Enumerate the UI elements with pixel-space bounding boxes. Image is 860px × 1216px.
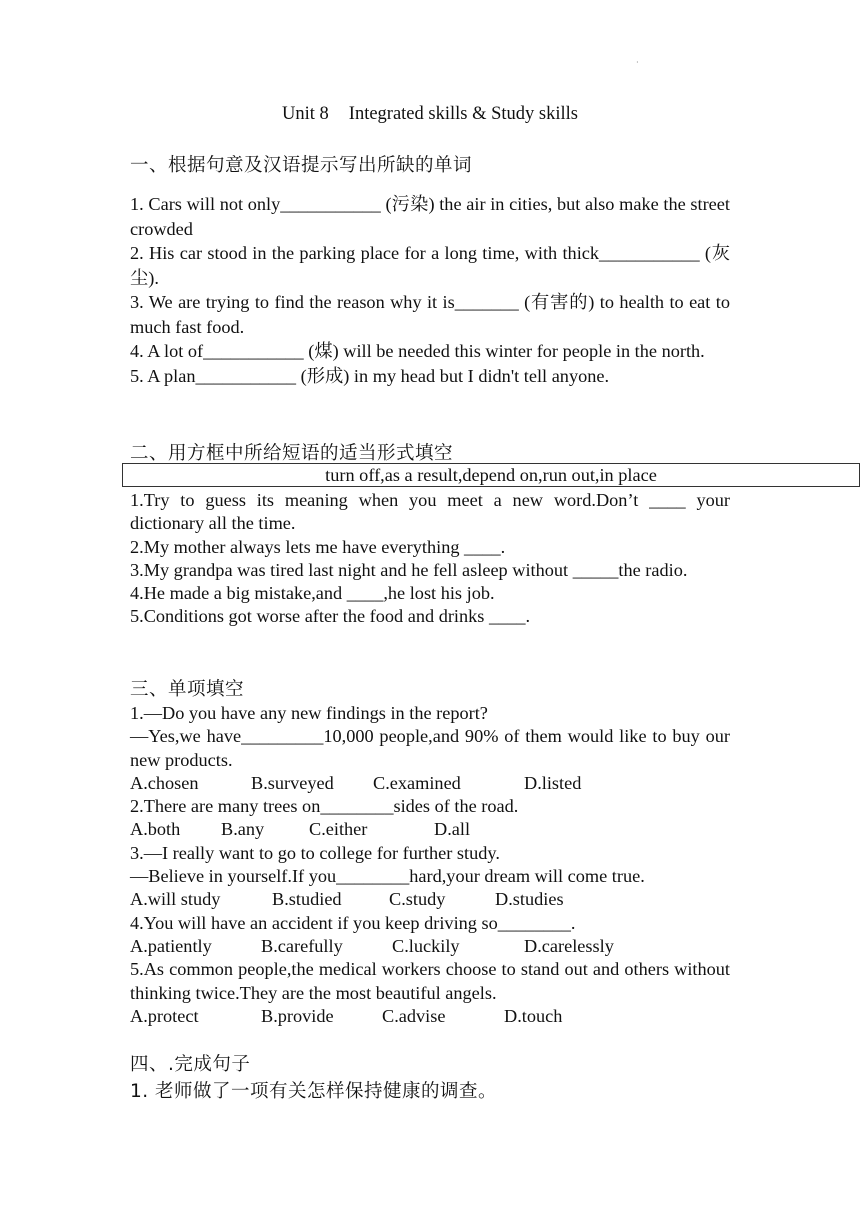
option: C.examined	[373, 772, 461, 793]
question-stem: 3.—I really want to go to college for further study.	[130, 842, 500, 863]
option: C.study	[389, 889, 446, 910]
option: A.patiently	[130, 935, 212, 956]
question-options	[130, 935, 730, 958]
list-item: 3. We are trying to find the reason why it is_______ (有害的) to health to eat to much fast food.	[130, 292, 730, 337]
option: D.all	[434, 819, 471, 840]
option: C.luckily	[392, 935, 460, 956]
list-item: 1. Cars will not only___________ (污染) the air in cities, but also make the street crowded	[130, 194, 730, 239]
option: A.will study	[130, 889, 221, 910]
question-options	[130, 818, 730, 841]
section-1-items	[130, 192, 730, 388]
question-stem: 4.You will have an accident if you keep driving so________.	[130, 912, 576, 933]
section-2-items	[130, 489, 730, 629]
list-item: 5.Conditions got worse after the food and drinks ____.	[130, 606, 531, 627]
question-stem: 2.There are many trees on________sides of the road.	[130, 796, 519, 817]
section-4-heading: 四、.完成句子	[130, 1054, 251, 1075]
question-options	[130, 1005, 730, 1028]
option: B.any	[221, 819, 265, 840]
section-4-item-1: 1. 老师做了一项有关怎样保持健康的调查。	[130, 1081, 498, 1102]
option: C.advise	[382, 1005, 446, 1026]
list-item: 4.He made a big mistake,and ____,he lost his job.	[130, 583, 495, 604]
unit-topic: Integrated skills & Study skills	[348, 104, 578, 124]
option: D.carelessly	[524, 935, 614, 956]
list-item: 4. A lot of___________ (煤) will be needed this winter for people in the north.	[130, 341, 705, 361]
option: B.carefully	[261, 935, 343, 956]
option: B.surveyed	[251, 772, 334, 793]
option: A.protect	[130, 1005, 199, 1026]
section-1-heading: 一、根据句意及汉语提示写出所缺的单词	[130, 155, 473, 176]
unit-label: Unit 8	[282, 104, 329, 124]
list-item: 2.My mother always lets me have everything ____.	[130, 536, 506, 557]
list-item: 5. A plan___________ (形成) in my head but I didn't tell anyone.	[130, 365, 610, 386]
section-3-heading: 三、单项填空	[130, 679, 245, 700]
option: D.studies	[495, 889, 564, 910]
page-title	[0, 104, 860, 125]
question-stem: 5.As common people,the medical workers choose to stand out and others without thinking twice.They are the most beautiful angels.	[130, 959, 730, 1003]
list-item: 1.Try to guess its meaning when you meet a new word.Don’t ____ your dictionary all the time.	[130, 490, 730, 534]
option: B.provide	[261, 1005, 334, 1026]
option: A.both	[130, 819, 181, 840]
section-3-questions	[130, 702, 730, 1028]
question-stem: —Believe in yourself.If you________hard,your dream will come true.	[130, 866, 645, 887]
option: D.touch	[504, 1005, 563, 1026]
option: D.listed	[524, 772, 582, 793]
list-item: 2. His car stood in the parking place for a long time, with thick___________ (灰尘).	[130, 243, 730, 288]
list-item: 3.My grandpa was tired last night and he fell asleep without _____the radio.	[130, 559, 688, 580]
question-options	[130, 772, 730, 795]
question-options	[130, 888, 730, 911]
section-2-heading: 二、用方框中所给短语的适当形式填空	[130, 443, 454, 464]
question-stem: 1.—Do you have any new findings in the report?	[130, 703, 488, 723]
option: C.either	[309, 819, 368, 840]
option: A.chosen	[130, 772, 199, 793]
question-stem: —Yes,we have_________10,000 people,and 90% of them would like to buy our new products.	[130, 726, 730, 770]
header-mark: ·	[636, 58, 639, 67]
option: B.studied	[272, 889, 342, 910]
phrase-box: turn off,as a result,depend on,run out,in place	[122, 463, 860, 487]
